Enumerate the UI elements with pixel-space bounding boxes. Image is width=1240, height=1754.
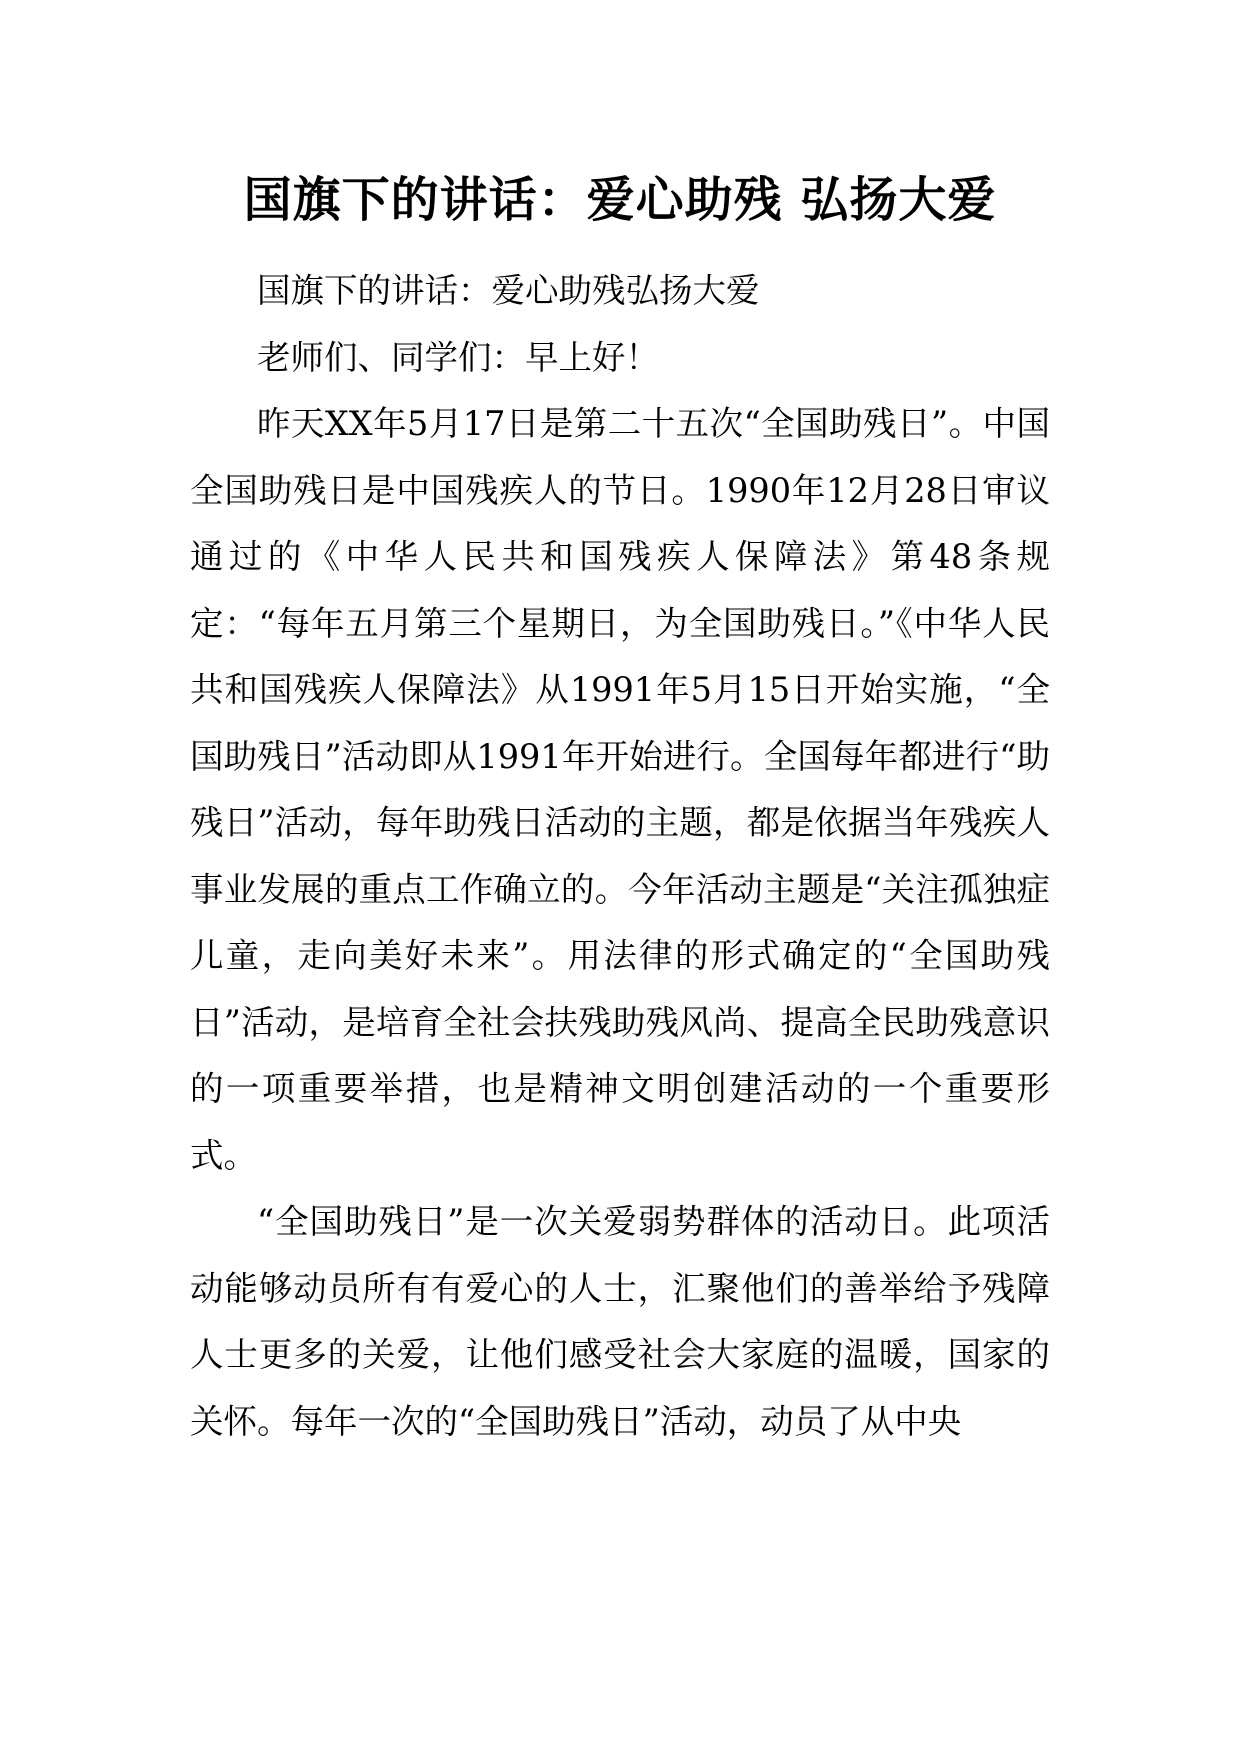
paragraph-meaning: “全国助残日”是一次关爱弱势群体的活动日。此项活动能够动员所有有爱心的人士，汇聚他们的善举给予残障人士更多的关爱，让他们感受社会大家庭的温暖，国家的关怀。每年一次的“全国助残日”活动，动员了从中央: [190, 1202, 1050, 1441]
paragraph-history: 昨天XX年5月17日是第二十五次“全国助残日”。中国全国助残日是中国残疾人的节日。1990年12月28日审议通过的《中华人民共和国残疾人保障法》第48条规定：“每年五月第三个星期日，为全国助残日。”《中华人民共和国残疾人保障法》从1991年5月15日开始实施，“全国助残日”活动即从1991年开始进行。全国每年都进行“助残日”活动，每年助残日活动的主题，都是依据当年残疾人事业发展的重点工作确立的。今年活动主题是“关注孤独症儿童，走向美好未来”。用法律的形式确定的“全国助残日”活动，是培育全社会扶残助残风尚、提高全民助残意识的一项重要举措，也是精神文明创建活动的一个重要形式。: [190, 404, 1050, 1175]
document-title: 国旗下的讲话：爱心助残 弘扬大爱: [243, 172, 997, 228]
paragraph-subtitle: 国旗下的讲话：爱心助残弘扬大爱: [257, 271, 760, 310]
paragraph-greeting: 老师们、同学们：早上好！: [257, 337, 659, 377]
document-body: [190, 258, 1050, 1455]
